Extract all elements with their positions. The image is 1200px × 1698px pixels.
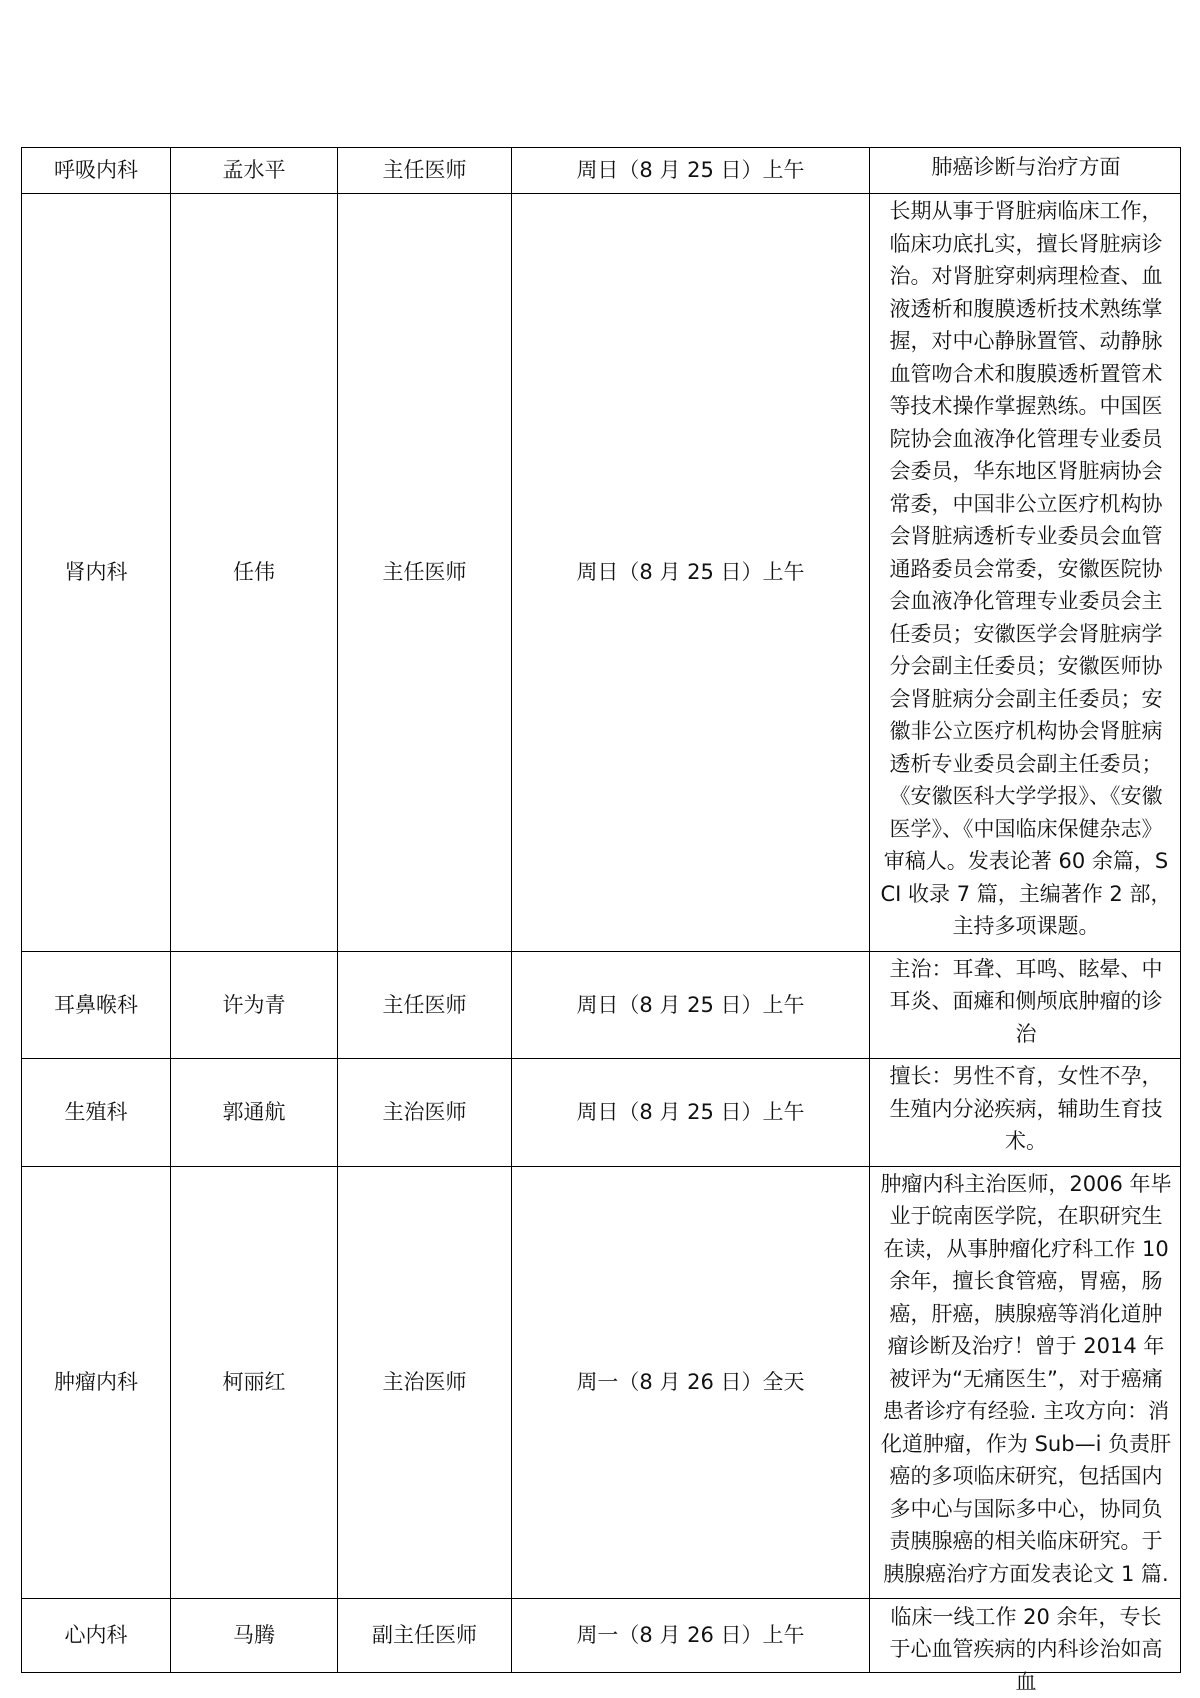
- doctor-title-cell: 主任医师: [338, 148, 512, 194]
- table-row: [22, 194, 1181, 952]
- doctor-name-cell: 孟水平: [171, 148, 338, 194]
- specialty-description-cell: 肺癌诊断与治疗方面: [870, 148, 1181, 194]
- doctor-name-cell: 许为青: [171, 951, 338, 1059]
- schedule-time-cell: 周日（8 月 25 日）上午: [512, 194, 870, 952]
- doctor-name-cell: 郭通航: [171, 1059, 338, 1167]
- table-row: [22, 1059, 1181, 1167]
- clinic-schedule-table: [21, 147, 1181, 1694]
- doctor-name-cell: 任伟: [171, 194, 338, 952]
- schedule-time-cell: 周日（8 月 25 日）上午: [512, 951, 870, 1059]
- specialty-description-cell: 肿瘤内科主治医师，2006 年毕业于皖南医学院，在职研究生在读，从事肿瘤化疗科工作 10 余年，擅长食管癌，胃癌，肠癌，肝癌，胰腺癌等消化道肿瘤诊断及治疗！曾于 2014 年被评为“无痛医生”，对于癌痛患者诊疗有经验. 主攻方向：消化道肿瘤，作为 Sub—i 负责肝癌的多项临床研究，包括国内多中心与国际多中心，协同负责胰腺癌的相关临床研究。于胰腺癌治疗方面发表论文 1 篇.: [870, 1166, 1181, 1599]
- doctor-title-cell: 主任医师: [338, 194, 512, 952]
- specialty-description-text: 临床一线工作 20 余年，专长于心血管疾病的内科诊治如高血: [889, 1604, 1163, 1694]
- schedule-time-cell: 周一（8 月 26 日）上午: [512, 1599, 870, 1673]
- doctor-name-cell: 马腾: [171, 1599, 338, 1673]
- schedule-time-cell: 周日（8 月 25 日）上午: [512, 148, 870, 194]
- doctor-title-cell: 副主任医师: [338, 1599, 512, 1673]
- specialty-description-cell: 长期从事于肾脏病临床工作，临床功底扎实，擅长肾脏病诊治。对肾脏穿刺病理检查、血液透析和腹膜透析技术熟练掌握，对中心静脉置管、动静脉血管吻合术和腹膜透析置管术等技术操作掌握熟练。中国医院协会血液净化管理专业委员会委员，华东地区肾脏病协会常委，中国非公立医疗机构协会肾脏病透析专业委员会血管通路委员会常委，安徽医院协会血液净化管理专业委员会主任委员；安徽医学会肾脏病学分会副主任委员；安徽医师协会肾脏病分会副主任委员；安徽非公立医疗机构协会肾脏病透析专业委员会副主任委员；《安徽医科大学学报》、《安徽医学》、《中国临床保健杂志》审稿人。发表论著 60 余篇，SCI 收录 7 篇，主编著作 2 部，主持多项课题。: [870, 194, 1181, 952]
- table-row: [22, 148, 1181, 194]
- table-row: [22, 1599, 1181, 1673]
- table-row: [22, 1166, 1181, 1599]
- schedule-time-cell: 周日（8 月 25 日）上午: [512, 1059, 870, 1167]
- doctor-title-cell: 主任医师: [338, 951, 512, 1059]
- specialty-description-cell: 主治：耳聋、耳鸣、眩晕、中耳炎、面瘫和侧颅底肿瘤的诊治: [870, 951, 1181, 1059]
- department-cell: 生殖科: [22, 1059, 171, 1167]
- schedule-time-cell: 周一（8 月 26 日）全天: [512, 1166, 870, 1599]
- table-row: [22, 951, 1181, 1059]
- doctor-name-cell: 柯丽红: [171, 1166, 338, 1599]
- doctor-title-cell: 主治医师: [338, 1059, 512, 1167]
- department-cell: 肿瘤内科: [22, 1166, 171, 1599]
- department-cell: 肾内科: [22, 194, 171, 952]
- specialty-description-cell: [870, 1599, 1181, 1694]
- department-cell: 耳鼻喉科: [22, 951, 171, 1059]
- department-cell: 呼吸内科: [22, 148, 171, 194]
- doctor-title-cell: 主治医师: [338, 1166, 512, 1599]
- department-cell: 心内科: [22, 1599, 171, 1673]
- specialty-description-cell: 擅长：男性不育，女性不孕，生殖内分泌疾病，辅助生育技术。: [870, 1059, 1181, 1167]
